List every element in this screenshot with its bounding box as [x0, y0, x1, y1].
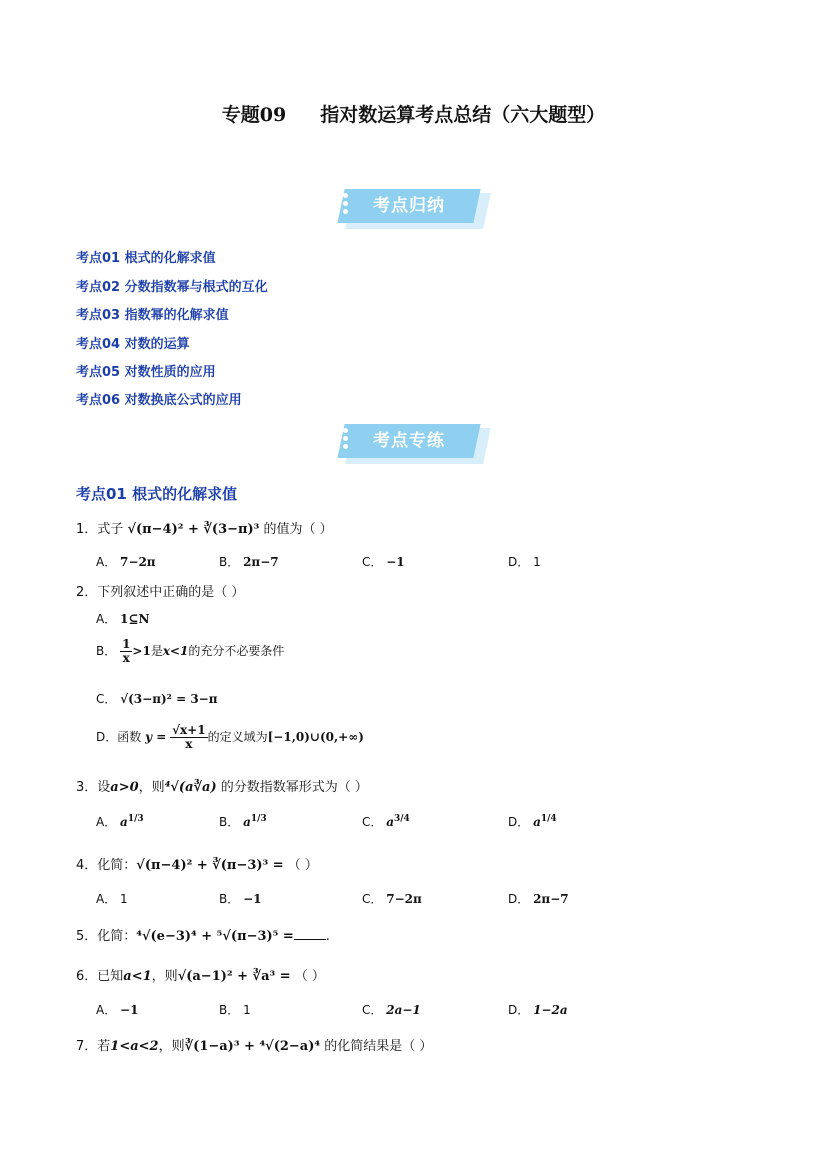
- section-banner-practice: [341, 424, 485, 464]
- q4-option-b[interactable]: B． −1: [219, 892, 262, 906]
- question-5: 5．化简：⁴√(e−3)⁴ + ⁵√(π−3)⁵ = .: [76, 929, 330, 944]
- q2-option-c[interactable]: C． √(3−π)² = 3−π: [96, 692, 218, 706]
- question-4: 4．化简：√(π−4)² + ∛(π−3)³ = （ ）: [76, 858, 318, 873]
- question-6: 6．已知a<1，则√(a−1)² + ∛a³ = （ ）: [76, 969, 325, 984]
- q3-option-a[interactable]: A． $a^{1/3}$: [96, 814, 144, 829]
- q1-option-a[interactable]: A． 7−2π: [96, 555, 156, 569]
- toc-item-6[interactable]: 考点06 对数换底公式的应用: [76, 393, 242, 408]
- q6-option-c[interactable]: C． 2a−1: [362, 1003, 421, 1017]
- section-heading: 考点01 根式的化解求值: [76, 485, 238, 503]
- q1-math: √(π−4)² + ∛(3−π)³: [127, 522, 260, 537]
- q7-number: 7．: [76, 1039, 98, 1054]
- question-1: [76, 518, 333, 537]
- q5-number: 5．: [76, 929, 98, 944]
- title-main: 指对数运算考点总结（六大题型）: [320, 104, 606, 126]
- page-title: [0, 100, 827, 127]
- banner-summary-label: 考点归纳: [373, 196, 445, 216]
- q4-number: 4．: [76, 858, 98, 873]
- q2-number: 2．: [76, 585, 98, 600]
- q1-number: 1．: [76, 522, 98, 537]
- toc-item-4[interactable]: 考点04 对数的运算: [76, 337, 190, 352]
- q4-option-a[interactable]: A． 1: [96, 892, 128, 906]
- q6-option-d[interactable]: D． 1−2a: [508, 1003, 568, 1017]
- q6-option-a[interactable]: A． −1: [96, 1003, 139, 1017]
- q1-post: 的值为（ ）: [263, 522, 333, 537]
- q6-math: √(a−1)² + ∛a³ =: [177, 969, 291, 984]
- q4-math: √(π−4)² + ∛(π−3)³ =: [136, 858, 284, 873]
- banner-practice-label: 考点专练: [373, 431, 445, 451]
- q3-option-c[interactable]: C． $a^{3/4}$: [362, 814, 410, 829]
- q3-option-d[interactable]: D． $a^{1/4}$: [508, 814, 557, 829]
- question-2: [76, 581, 244, 600]
- q2-option-d[interactable]: D．函数 y = $\frac{√x+1}{x}$ 的定义域为[−1,0)∪(0,+∞): [96, 723, 364, 752]
- q4-option-c[interactable]: C． 7−2π: [362, 892, 422, 906]
- q3-expr: ⁴√(a∛a): [164, 780, 217, 795]
- q5-math: ⁴√(e−3)⁴ + ⁵√(π−3)⁵ =: [136, 929, 294, 944]
- title-prefix: 专题09: [221, 104, 287, 126]
- q1-option-b[interactable]: B． 2π−7: [219, 555, 279, 569]
- q1-option-c[interactable]: C． −1: [362, 555, 405, 569]
- toc-item-5[interactable]: 考点05 对数性质的应用: [76, 365, 216, 380]
- q2-option-a[interactable]: A． 1⊆N: [96, 612, 150, 626]
- q4-option-d[interactable]: D． 2π−7: [508, 892, 569, 906]
- question-7: 7．若1<a<2，则∛(1−a)³ + ⁴√(2−a)⁴ 的化简结果是（ ）: [76, 1039, 433, 1054]
- toc-item-3[interactable]: 考点03 指数幂的化解求值: [76, 308, 229, 323]
- q6-option-b[interactable]: B． 1: [219, 1003, 251, 1017]
- q1-pre: 式子: [97, 522, 124, 537]
- section-banner-summary: [341, 189, 485, 229]
- q6-number: 6．: [76, 969, 98, 984]
- q3-option-b[interactable]: B． $a^{1/3}$: [219, 814, 267, 829]
- q2-text: 下列叙述中正确的是（ ）: [97, 585, 245, 600]
- q7-math: ∛(1−a)³ + ⁴√(2−a)⁴: [184, 1039, 321, 1054]
- q3-number: 3．: [76, 780, 98, 795]
- q1-option-d[interactable]: D． 1: [508, 555, 541, 569]
- toc-item-2[interactable]: 考点02 分数指数幂与根式的互化: [76, 280, 268, 295]
- question-3: 3．设a>0，则⁴√(a∛a) 的分数指数幂形式为（ ）: [76, 780, 368, 795]
- answer-blank[interactable]: [294, 927, 326, 940]
- q2-option-b[interactable]: B． $\frac{1}{x}$ >1是x<1的充分不必要条件: [96, 637, 285, 666]
- toc-item-1[interactable]: 考点01 根式的化解求值: [76, 251, 216, 266]
